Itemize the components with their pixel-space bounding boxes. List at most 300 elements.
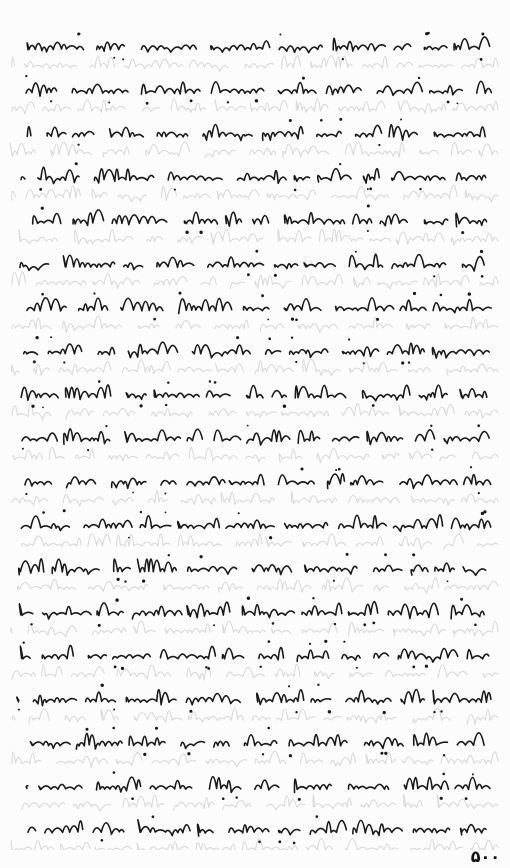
diacritic-dot <box>93 292 95 294</box>
handwritten-word <box>243 307 268 311</box>
handwritten-word <box>129 736 165 746</box>
handwritten-word <box>463 567 486 575</box>
show-through-word <box>123 795 164 807</box>
diacritic-dot <box>346 553 349 556</box>
diacritic-dot <box>356 667 358 669</box>
show-through-word <box>209 409 236 416</box>
diacritic-dot <box>317 684 319 686</box>
show-through-word <box>134 621 155 633</box>
diacritic-dot <box>63 509 66 512</box>
show-through-word <box>42 665 63 677</box>
handwritten-word <box>365 738 404 749</box>
handwritten-word <box>178 518 220 528</box>
show-through-word <box>440 455 455 461</box>
handwritten-word <box>353 820 402 835</box>
diacritic-dot <box>372 404 375 407</box>
handwritten-word <box>336 298 394 311</box>
show-through-word <box>13 450 43 459</box>
diacritic-dot <box>384 752 387 755</box>
show-through-word <box>255 751 286 764</box>
diacritic-dot <box>124 580 126 582</box>
diacritic-dot <box>25 75 27 77</box>
show-through-word <box>11 841 53 850</box>
handwritten-word <box>433 300 491 313</box>
show-through-word <box>479 144 498 157</box>
show-through-word <box>10 628 12 633</box>
diacritic-dot <box>209 380 211 382</box>
show-through-word <box>66 409 93 420</box>
show-through-word <box>472 452 498 459</box>
handwritten-word <box>88 655 106 659</box>
handwritten-word <box>349 254 382 269</box>
handwritten-word <box>389 125 417 141</box>
show-through-word <box>324 716 341 720</box>
show-through-word <box>424 274 469 287</box>
diacritic-dot <box>279 34 281 36</box>
show-through-word <box>125 59 183 69</box>
handwritten-word <box>253 216 269 224</box>
handwritten-word <box>66 385 111 399</box>
handwritten-line <box>26 771 490 801</box>
handwritten-word <box>374 565 402 571</box>
handwritten-line <box>30 727 484 758</box>
diacritic-dot <box>401 361 404 364</box>
show-through-word <box>467 709 498 724</box>
show-through-word <box>267 796 305 810</box>
handwritten-line <box>24 336 490 365</box>
handwritten-word <box>298 431 319 444</box>
diacritic-dot <box>291 318 294 321</box>
handwritten-line <box>27 118 485 146</box>
show-through-word <box>361 800 396 808</box>
diacritic-dot <box>247 425 249 427</box>
show-through-word <box>313 795 351 809</box>
handwritten-word <box>388 603 438 618</box>
handwritten-line <box>19 553 486 583</box>
handwritten-word <box>47 127 66 137</box>
show-through-word <box>261 324 284 331</box>
diacritic-dot <box>98 624 101 627</box>
diacritic-dot <box>63 361 65 363</box>
handwritten-word <box>342 347 378 356</box>
show-through-word <box>12 191 16 200</box>
show-through-word <box>116 753 141 766</box>
diacritic-dot <box>343 641 345 643</box>
handwritten-word <box>17 697 19 702</box>
handwritten-word <box>462 257 484 271</box>
show-through-word <box>63 495 103 507</box>
handwritten-word <box>112 478 146 488</box>
diacritic-dot <box>42 511 45 514</box>
show-through-word <box>12 58 15 68</box>
show-through-line <box>21 534 498 549</box>
handwritten-word <box>278 83 316 94</box>
handwritten-word <box>246 386 263 398</box>
handwritten-word <box>20 646 30 659</box>
show-through-line <box>12 56 498 72</box>
handwritten-word <box>460 389 487 399</box>
handwritten-word <box>42 645 73 659</box>
handwritten-word <box>349 784 389 789</box>
handwritten-word <box>467 650 489 659</box>
show-through-word <box>420 150 439 154</box>
handwritten-word <box>24 352 38 355</box>
handwritten-word <box>419 385 447 400</box>
handwritten-word <box>198 824 213 836</box>
handwritten-word <box>444 431 489 443</box>
handwritten-word <box>432 348 489 358</box>
diacritic-dot <box>408 361 410 363</box>
diacritic-dot <box>128 537 130 539</box>
show-through-word <box>317 449 369 463</box>
handwritten-word <box>20 263 49 271</box>
handwritten-word <box>97 42 125 51</box>
handwritten-line <box>33 205 487 235</box>
diacritic-dot <box>227 101 229 103</box>
show-through-line <box>13 447 498 463</box>
diacritic-dot <box>179 292 182 295</box>
handwritten-word <box>404 777 448 789</box>
show-through-word <box>314 672 334 679</box>
show-through-word <box>34 365 50 376</box>
show-through-word <box>75 230 133 244</box>
handwritten-word <box>342 655 360 661</box>
diacritic-dot <box>324 640 327 643</box>
diacritic-dot <box>427 32 430 35</box>
handwritten-word <box>48 344 81 354</box>
diacritic-dot <box>483 510 486 513</box>
handwritten-line <box>22 424 489 451</box>
diacritic-dot <box>369 187 372 190</box>
diacritic-dot <box>480 250 483 253</box>
show-through-word <box>26 186 81 198</box>
diacritic-dot <box>78 144 80 146</box>
diacritic-dot <box>140 404 143 407</box>
handwritten-word <box>305 565 357 574</box>
show-through-word <box>283 144 329 157</box>
diacritic-dot <box>261 294 264 297</box>
show-through-word <box>215 100 246 111</box>
show-through-word <box>399 404 455 416</box>
handwritten-word <box>25 479 52 486</box>
show-through-word <box>152 409 192 418</box>
show-through-word <box>12 318 51 329</box>
handwritten-word <box>73 210 104 226</box>
show-through-word <box>275 664 300 676</box>
handwritten-word <box>138 820 190 836</box>
diacritic-dot <box>430 425 432 427</box>
show-through-word <box>465 191 498 202</box>
diacritic-dot <box>334 623 336 625</box>
diacritic-dot <box>367 230 369 232</box>
diacritic-dot <box>383 711 386 714</box>
handwritten-word <box>318 169 351 182</box>
diacritic-dot <box>295 361 297 363</box>
diacritic-dot <box>283 405 286 408</box>
show-through-word <box>103 147 129 157</box>
handwritten-word <box>229 475 264 485</box>
handwritten-word <box>263 127 303 141</box>
diacritic-dot <box>164 493 166 495</box>
diacritic-dot <box>236 336 239 339</box>
show-through-word <box>302 275 342 286</box>
show-through-word <box>148 491 167 503</box>
show-through-word <box>350 673 373 677</box>
handwritten-word <box>114 559 131 572</box>
show-through-word <box>122 360 170 373</box>
handwritten-word <box>187 602 230 618</box>
show-through-word <box>74 802 111 811</box>
show-through-word <box>12 716 15 720</box>
handwritten-word <box>279 45 322 52</box>
show-through-word <box>419 65 453 68</box>
show-through-word <box>161 186 176 200</box>
diacritic-dot <box>367 188 369 190</box>
diacritic-dot <box>25 493 27 495</box>
handwritten-word <box>244 735 276 746</box>
handwritten-word <box>454 37 490 50</box>
handwritten-word <box>285 523 328 529</box>
show-through-word <box>291 492 336 504</box>
handwritten-line <box>25 466 491 495</box>
show-through-word <box>480 277 498 286</box>
show-through-line <box>12 272 498 289</box>
handwritten-word <box>94 169 153 183</box>
show-through-word <box>236 534 262 546</box>
handwritten-word <box>140 516 171 528</box>
show-through-word <box>227 667 265 678</box>
diacritic-dot <box>274 274 277 277</box>
handwritten-word <box>121 298 163 310</box>
handwritten-line <box>21 509 490 539</box>
handwritten-word <box>184 212 217 224</box>
diacritic-dot <box>425 665 428 668</box>
diacritic-dot <box>442 773 445 776</box>
show-through-word <box>65 716 85 722</box>
diacritic-dot <box>465 797 468 800</box>
show-through-line <box>12 751 498 767</box>
show-through-word <box>370 238 391 241</box>
diacritic-dot <box>433 275 435 277</box>
handwritten-word <box>464 475 491 485</box>
diacritic-dot <box>309 643 311 645</box>
handwritten-word <box>326 85 361 94</box>
show-through-word <box>18 579 76 590</box>
handwritten-word <box>433 690 491 703</box>
diacritic-dot <box>31 405 34 408</box>
diacritic-dot <box>205 666 207 668</box>
handwritten-word <box>97 777 141 792</box>
show-through-word <box>413 708 450 723</box>
show-through-word <box>277 709 316 721</box>
show-through-word <box>11 365 19 375</box>
page-number: ۵۰۰ <box>470 847 500 866</box>
diacritic-dot <box>294 189 297 192</box>
show-through-word <box>444 534 464 549</box>
show-through-word <box>303 534 346 547</box>
handwritten-word <box>209 777 240 793</box>
show-through-word <box>461 494 498 503</box>
diacritic-dot <box>367 205 370 208</box>
diacritic-dot <box>255 250 258 253</box>
show-through-word <box>356 537 383 547</box>
show-through-word <box>78 100 125 112</box>
handwritten-word <box>113 654 151 659</box>
handwritten-word <box>275 264 298 269</box>
show-through-word <box>349 362 397 372</box>
show-through-word <box>301 753 323 763</box>
handwritten-word <box>435 563 454 572</box>
handwritten-word <box>374 653 389 658</box>
show-through-line <box>10 621 498 637</box>
handwritten-word <box>63 255 114 267</box>
diacritic-dot <box>101 839 104 842</box>
handwritten-line <box>25 75 491 105</box>
handwritten-word <box>222 648 243 658</box>
handwritten-line <box>28 815 486 844</box>
show-through-word <box>404 794 423 807</box>
handwritten-word <box>363 385 410 400</box>
handwritten-word <box>456 213 487 226</box>
show-through-line <box>18 578 498 593</box>
show-through-word <box>176 320 200 328</box>
show-through-word <box>165 624 210 634</box>
handwritten-word <box>141 82 200 94</box>
handwritten-word <box>19 604 32 615</box>
show-through-word <box>279 450 302 463</box>
show-through-word <box>154 277 187 286</box>
show-through-word <box>331 754 356 766</box>
diacritic-dot <box>302 77 305 80</box>
show-through-word <box>322 578 363 592</box>
show-through-word <box>243 838 298 850</box>
show-through-word <box>22 803 64 810</box>
handwritten-word <box>317 131 341 136</box>
show-through-word <box>267 190 316 200</box>
diacritic-dot <box>267 727 270 730</box>
handwritten-word <box>394 44 411 50</box>
handwritten-word <box>187 477 225 486</box>
handwritten-word <box>266 350 281 355</box>
show-through-word <box>307 839 333 850</box>
diacritic-dot <box>478 492 480 494</box>
show-through-word <box>385 670 425 676</box>
show-through-word <box>320 229 363 242</box>
diacritic-dot <box>260 666 262 668</box>
show-through-word <box>76 450 94 459</box>
diacritic-dot <box>363 362 365 364</box>
diacritic-dot <box>289 119 292 122</box>
diacritic-dot <box>75 162 78 165</box>
handwritten-word <box>84 519 132 528</box>
handwritten-word <box>28 827 36 832</box>
show-through-word <box>399 537 431 549</box>
diacritic-dot <box>113 57 115 59</box>
show-through-word <box>347 713 396 723</box>
diacritic-dot <box>189 710 192 713</box>
handwritten-word <box>168 172 222 180</box>
diacritic-dot <box>207 667 210 670</box>
diacritic-dot <box>50 100 52 102</box>
diacritic-dot <box>461 231 464 234</box>
show-through-word <box>404 185 457 199</box>
show-through-word <box>246 411 277 417</box>
show-through-word <box>223 621 266 633</box>
handwritten-word <box>27 127 31 137</box>
diacritic-dot <box>288 685 290 687</box>
show-through-word <box>245 63 273 68</box>
handwritten-word <box>226 212 242 226</box>
diacritic-dot <box>105 425 107 427</box>
diacritic-dot <box>18 709 20 711</box>
show-through-word <box>396 232 444 244</box>
diacritic-dot <box>238 512 240 514</box>
show-through-line <box>19 229 498 245</box>
handwritten-line <box>27 32 489 61</box>
show-through-word <box>272 629 291 633</box>
show-through-word <box>134 711 182 723</box>
diacritic-dot <box>114 666 117 669</box>
handwritten-word <box>76 733 122 749</box>
show-through-word <box>196 843 235 850</box>
show-through-word <box>339 101 386 111</box>
handwritten-line <box>20 640 488 670</box>
show-through-word <box>363 56 388 68</box>
handwritten-word <box>188 567 237 574</box>
diacritic-dot <box>50 336 52 338</box>
diacritic-dot <box>272 622 275 625</box>
handwritten-word <box>377 82 422 95</box>
handwritten-word <box>206 391 230 397</box>
diacritic-dot <box>301 468 304 471</box>
diacritic-dot <box>140 511 142 513</box>
handwritten-word <box>424 46 447 50</box>
show-through-word <box>349 622 384 636</box>
show-through-word <box>71 667 104 677</box>
show-through-word <box>178 535 221 546</box>
diacritic-dot <box>155 727 158 730</box>
handwritten-line <box>21 162 486 191</box>
show-through-word <box>445 317 498 329</box>
handwritten-word <box>413 828 449 833</box>
diacritic-dot <box>433 711 435 713</box>
show-through-word <box>438 665 467 678</box>
handwritten-word <box>45 821 83 833</box>
diacritic-dot <box>440 710 442 712</box>
diacritic-dot <box>199 231 202 234</box>
diacritic-dot <box>320 119 323 122</box>
diacritic-dot <box>78 33 80 35</box>
handwritten-word <box>455 777 490 789</box>
diacritic-dot <box>142 580 145 583</box>
handwritten-word <box>132 606 182 619</box>
handwritten-word <box>150 781 192 790</box>
show-through-word <box>10 143 35 157</box>
show-through-word <box>447 364 498 375</box>
handwritten-word <box>242 605 294 618</box>
handwritten-word <box>387 343 424 354</box>
show-through-word <box>12 272 25 285</box>
show-through-word <box>171 99 205 113</box>
diacritic-dot <box>268 640 271 643</box>
diacritic-dot <box>113 709 115 711</box>
handwritten-word <box>257 690 304 705</box>
show-through-word <box>95 846 131 850</box>
show-through-word <box>109 455 138 462</box>
diacritic-dot <box>278 840 281 843</box>
show-through-word <box>145 142 189 156</box>
diacritic-dot <box>132 492 134 494</box>
